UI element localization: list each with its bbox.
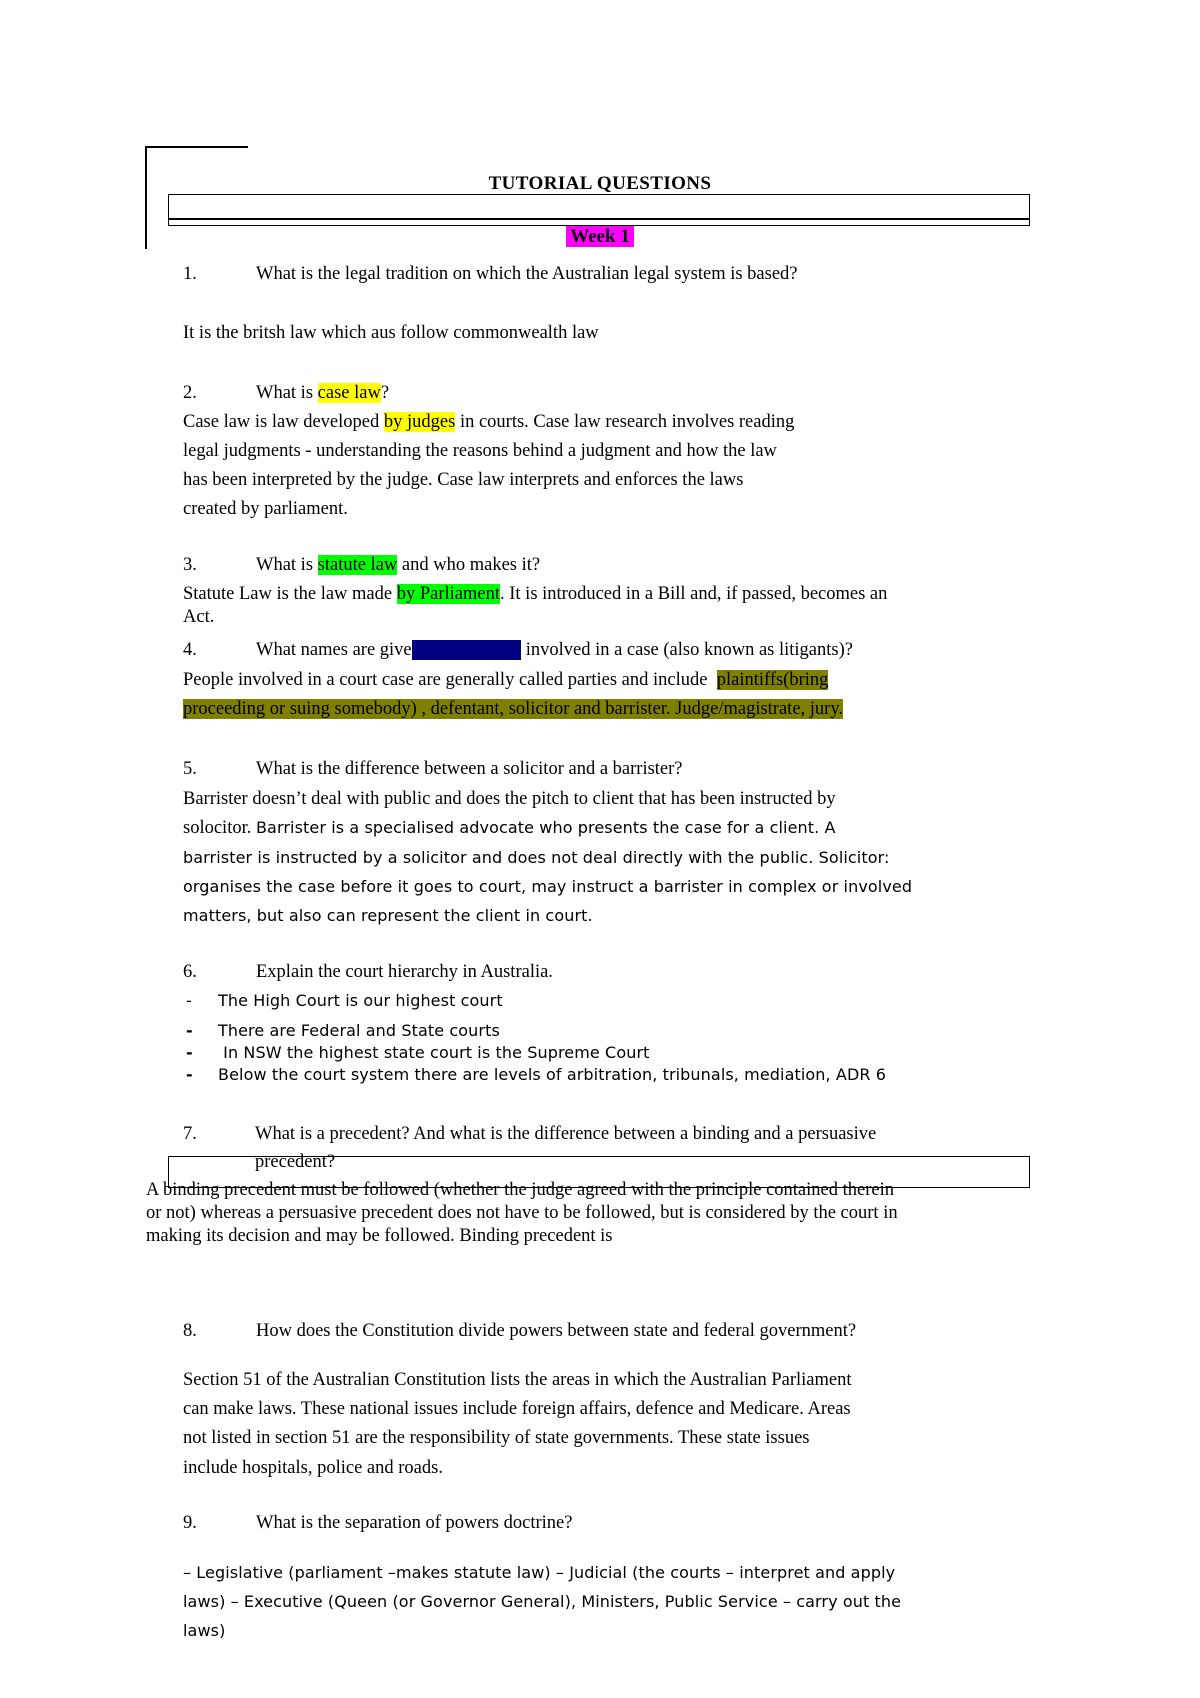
answer-8-line-2: can make laws. These national issues include foreign affairs, defence and Medicare. Areas [183,1399,851,1419]
answer-3-line-1 [183,584,887,605]
question-2 [183,383,389,404]
answer-7-line-2: or not) whereas a persuasive precedent does not have to be followed, but is considered by the court in [146,1203,898,1223]
question-7-line-2: precedent? [255,1152,336,1172]
answer-2-line-1 [183,412,794,433]
question-number: 3. [183,555,197,575]
answer-text: solocitor. [183,818,256,838]
question-text-end: ? [380,383,390,403]
answer-4-line-1 [183,670,828,691]
bullet-text: Below the court system there are levels of arbitration, tribunals, mediation, ADR 6 [218,1065,887,1084]
dash-icon: - [186,1065,193,1084]
bullet-3 [186,1043,650,1062]
frame-top-left-horizontal [145,146,248,148]
dash-icon: - [186,991,192,1010]
highlight-plaintiffs: plaintiffs(bring [716,670,829,690]
highlight-by-judges: by judges [383,412,456,432]
question-text: What is [256,383,318,403]
answer-2-line-3: has been interpreted by the judge. Case law interprets and enforces the laws [183,470,744,490]
answer-text: Barrister is a specialised advocate who presents the case for a client. A [255,818,836,837]
question-number: 9. [183,1513,197,1533]
question-9 [183,1513,572,1534]
highlight-parties-list: proceeding or suing somebody) , defentant, solicitor and barrister. Judge/magistrate, jury. [183,699,844,719]
question-text-end: and who makes it? [397,555,541,575]
question-text: What is the legal tradition on which the Australian legal system is based? [256,264,798,284]
question-number: 5. [183,759,197,779]
dash-icon: - [186,1043,193,1062]
answer-2-line-2: legal judgments - understanding the reasons behind a judgment and how the law [183,441,777,461]
answer-text: in courts. Case law research involves reading [455,412,795,432]
answer-7-line-3: making its decision and may be followed. Binding precedent is [146,1226,613,1246]
bullet-text: The High Court is our highest court [218,991,503,1010]
question-text: What names are give [256,640,412,660]
answer-text: Statute Law is the law made [183,584,397,604]
bullet-4 [186,1065,886,1084]
answer-8-line-1: Section 51 of the Australian Constitution lists the areas in which the Australian Parliament [183,1370,852,1390]
question-1 [183,264,798,285]
answer-9-line-2: laws) – Executive (Queen (or Governor General), Ministers, Public Service – carry out the [183,1592,902,1611]
week-label: Week 1 [566,226,634,247]
question-6 [183,962,553,983]
question-text: What is the difference between a solicitor and a barrister? [256,759,683,779]
answer-1: It is the britsh law which aus follow commonwealth law [183,323,599,343]
answer-text: Case law is law developed [183,412,384,432]
answer-5-line-2 [183,818,836,839]
question-number: 7. [183,1124,197,1144]
question-7-line-1 [183,1124,876,1145]
question-8 [183,1321,856,1342]
title-frame-box [168,194,1030,226]
question-number: 6. [183,962,197,982]
bullet-text: In NSW the highest state court is the Supreme Court [218,1043,650,1062]
answer-5-line-4: organises the case before it goes to court, may instruct a barrister in complex or involved [183,877,913,896]
question-number: 8. [183,1321,197,1341]
answer-3-line-2: Act. [183,607,215,627]
question-text: What is the separation of powers doctrine? [256,1513,573,1533]
dash-icon: - [186,1021,193,1040]
answer-5-line-3: barrister is instructed by a solicitor and does not deal directly with the public. Solicitor: [183,848,890,867]
question-number: 4. [183,640,197,660]
highlight-parties: n to the parties [411,640,522,660]
answer-8-line-4: include hospitals, police and roads. [183,1458,443,1478]
question-text: How does the Constitution divide powers between state and federal government? [256,1321,857,1341]
question-text: What is [256,555,318,575]
answer-4-line-2 [183,699,843,720]
answer-9-line-3: laws) [183,1621,226,1640]
highlight-statute-law: statute law [317,555,398,575]
highlight-by-parliament: by Parliament [396,584,500,604]
week-label-wrap [0,226,1200,248]
answer-7-line-1: A binding precedent must be followed (whether the judge agreed with the principle contained therein [146,1180,894,1200]
question-text: Explain the court hierarchy in Australia. [256,962,553,982]
bullet-1 [186,991,503,1010]
answer-5-line-1: Barrister doesn’t deal with public and does the pitch to client that has been instructed by [183,789,836,809]
answer-text: People involved in a court case are generally called parties and include [183,670,717,690]
title-frame-underline [168,218,1030,220]
bullet-text: There are Federal and State courts [218,1021,500,1040]
question-text: What is a precedent? And what is the difference between a binding and a persuasive [255,1124,877,1144]
answer-2-line-4: created by parliament. [183,499,348,519]
answer-5-line-5: matters, but also can represent the client in court. [183,906,593,925]
answer-8-line-3: not listed in section 51 are the responsibility of state governments. These state issues [183,1428,810,1448]
question-5 [183,759,683,780]
highlight-case-law: case law [317,383,381,403]
question-4 [183,640,853,661]
question-number: 1. [183,264,197,284]
question-3 [183,555,540,576]
bullet-2 [186,1021,500,1040]
question-text-end: involved in a case (also known as litigants)? [521,640,853,660]
page-title: TUTORIAL QUESTIONS [488,173,712,194]
answer-text: . It is introduced in a Bill and, if passed, becomes an [500,584,888,604]
question-number: 2. [183,383,197,403]
answer-9-line-1: – Legislative (parliament –makes statute law) – Judicial (the courts – interpret and apply [183,1563,896,1582]
